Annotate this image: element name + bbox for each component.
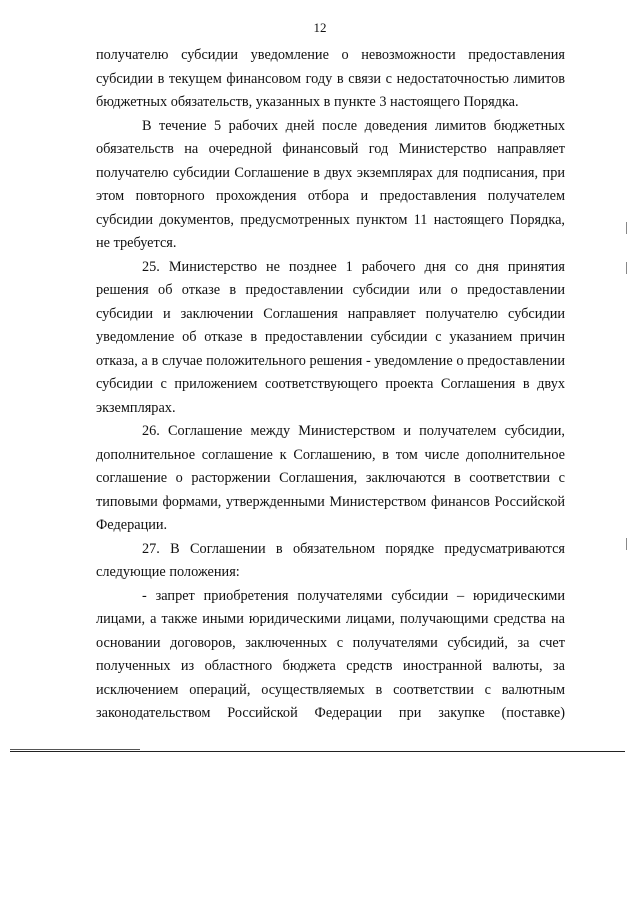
document-body	[96, 44, 565, 726]
paragraph-limits: В течение 5 рабочих дней после доведения лимитов бюджетных обязательств на очередной финансовый год Министерство направляет получателю субсидии Соглашение в двух экземплярах для подписания, при этом повторного прохождения отбора и предоставления получателем субсидии документов, предусмотренных пунктом 11 настоящего Порядка, не требуется.	[96, 117, 565, 251]
margin-mark	[626, 222, 627, 234]
margin-mark	[626, 262, 627, 274]
paragraph-25: 25. Министерство не позднее 1 рабочего дня со дня принятия решения об отказе в предоставлении субсидии или о предоставлении субсидии и заключении Соглашения направляет получателю субсидии уведомление об отказе в предоставлении субсидии с указанием причин отказа, а в случае положительного решения - уведомление о предоставлении субсидии с приложением соответствующего проекта Соглашения в двух экземплярах.	[96, 258, 565, 416]
footer-rule-short	[10, 749, 140, 750]
footer-rule	[10, 751, 625, 752]
page-number: 12	[313, 20, 327, 35]
paragraph-27-item-1: - запрет приобретения получателями субсидии – юридическими лицами, а также иными юридическими лицами, получающими средства на основании договоров, заключенных с получателями субсидий, за счет полученных из областного бюджета средств иностранной валюты, за исключением операций, осуществляемых в соответствии с валютным законодательством Российской Федерации при закупке (поставке)	[96, 587, 565, 721]
margin-mark	[626, 538, 627, 550]
paragraph-continuation: получателю субсидии уведомление о невозможности предоставления субсидии в текущем финансовом году в связи с недостаточностью лимитов бюджетных обязательств, указанных в пункте 3 настоящего Порядка.	[96, 47, 565, 110]
paragraph-27: 27. В Соглашении в обязательном порядке предусматриваются следующие положения:	[96, 540, 565, 580]
paragraph-26: 26. Соглашение между Министерством и получателем субсидии, дополнительное соглашение к Соглашению, в том числе дополнительное соглашение о расторжении Соглашения, заключаются в соответствии с типовыми формами, утвержденными Министерством финансов Российской Федерации.	[96, 423, 565, 533]
